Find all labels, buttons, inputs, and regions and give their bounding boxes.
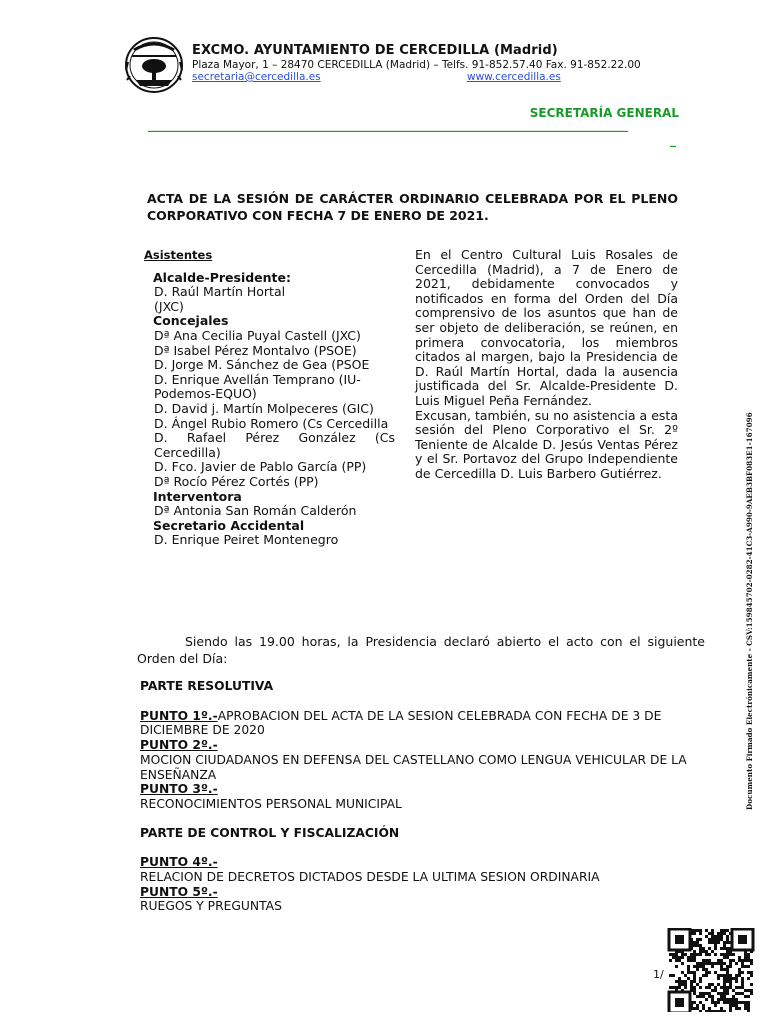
attendees-heading: Asistentes [144,248,213,262]
organization-address: Plaza Mayor, 1 – 28470 CERCEDILLA (Madrid) – Telfs. 91-852.57.40 Fax. 91-852.22.00 [192,59,641,71]
agenda-item-label: PUNTO 2º.- [140,738,218,753]
agenda [140,679,706,914]
agenda-item-label: PUNTO 3º.- [140,782,218,797]
agenda-item-text: RUEGOS Y PREGUNTAS [140,899,282,914]
website-link[interactable]: www.cercedilla.es [467,71,561,83]
agenda-item-text: MOCION CIUDADANOS EN DEFENSA DEL CASTELLANO COMO LENGUA VEHICULAR DE LA ENSEÑANZA [140,752,687,782]
agenda-item-label: PUNTO 5º.- [140,884,218,899]
councillor-item: Dª Isabel Pérez Montalvo (PSOE) [154,342,357,358]
agenda-item-text: RECONOCIMIENTOS PERSONAL MUNICIPAL [140,796,402,811]
department-name: SECRETARÍA GENERAL [529,106,679,120]
agenda-item-1 [140,709,706,738]
page-number: 1/ [653,968,664,981]
header-rule-end: _ [670,133,676,147]
councillor-item: D. Jorge M. Sánchez de Gea (PSOE [154,357,370,373]
councillor-item: D. Rafael Pérez González (Cs Cercedilla) [154,430,395,460]
councillors-role: Concejales [153,313,229,329]
auditor-name: Dª Antonia San Román Calderón [154,503,357,519]
mayor-party: (JXC) [154,298,184,314]
secretary-role: Secretario Accidental [153,517,305,533]
municipal-seal-icon [124,36,184,94]
opening-paragraph [137,633,705,667]
councillor-item: Dª Rocío Pérez Cortés (PP) [154,473,319,489]
opening-text: Siendo las 19.00 horas, la Presidencia declaró abierto el acto con el siguiente Orden del Día: [137,634,705,666]
header-rule: ________________________________________________________________________________ [148,118,628,132]
intro-paragraph: En el Centro Cultural Luis Rosales de Cercedilla (Madrid), a 7 de Enero de 2021, debidamente convocados y notificados en forma del Orden del Día comprensivo de los asuntos que han de ser objeto de deliberación, se reúnen, en primera convocatoria, los miembros citados al margen, bajo la Presidencia de D. Raúl Martín Hortal, dada la ausencia justificada del Sr. Alcalde-Presidente D. Luis Miguel Peña Fernández. [415,247,678,408]
councillor-item: D. Ángel Rubio Romero (Cs Cercedilla [154,415,389,431]
mayor-name: D. Raúl Martín Hortal [154,284,286,300]
agenda-item-label: PUNTO 4º.- [140,855,218,870]
attendees-column [141,248,395,548]
email-link[interactable]: secretaria@cercedilla.es [192,71,321,83]
qr-code-icon [667,928,755,1012]
auditor-role: Interventora [153,488,242,504]
excuses-paragraph: Excusan, también, su no asistencia a esta sesión del Pleno Corporativo el Sr. 2º Teniente de Alcalde D. Jesús Ventas Pérez y el Sr. Portavoz del Grupo Independiente de Cercedilla D. Luis Barbero Gutiérrez. [415,407,678,481]
electronic-signature-text: Documento Firmado Electrónicamente - CSV:159845702-0282-41C3-A990-9AEB3BF083E1-167096 [745,412,754,810]
intro-column [415,248,678,482]
secretary-name: D. Enrique Peiret Montenegro [154,532,339,548]
agenda-item-label: PUNTO 1º.- [140,708,218,723]
councillor-item: D. David j. Martín Molpeceres (GIC) [154,400,374,416]
councillor-item: D. Fco. Javier de Pablo García (PP) [154,459,367,475]
agenda-item-text: APROBACION DEL ACTA DE LA SESION CELEBRADA CON FECHA DE 3 DE DICIEMBRE DE 2020 [140,708,662,738]
section-heading-resolutive: PARTE RESOLUTIVA [140,679,274,693]
electronic-signature-note [731,412,754,810]
councillor-item: Dª Ana Cecilia Puyal Castell (JXC) [154,327,361,343]
mayor-role: Alcalde-Presidente: [153,269,292,285]
councillor-item: D. Enrique Avellán Temprano (IU-Podemos-EQUO) [154,371,361,402]
agenda-item-text: RELACION DE DECRETOS DICTADOS DESDE LA ULTIMA SESION ORDINARIA [140,870,600,885]
organization-name: EXCMO. AYUNTAMIENTO DE CERCEDILLA (Madrid) [192,43,558,58]
document-title: ACTA DE LA SESIÓN DE CARÁCTER ORDINARIO CELEBRADA POR EL PLENO CORPORATIVO CON FECHA 7 DE ENERO DE 2021. [147,191,678,223]
section-heading-control: PARTE DE CONTROL Y FISCALIZACIÓN [140,825,400,840]
